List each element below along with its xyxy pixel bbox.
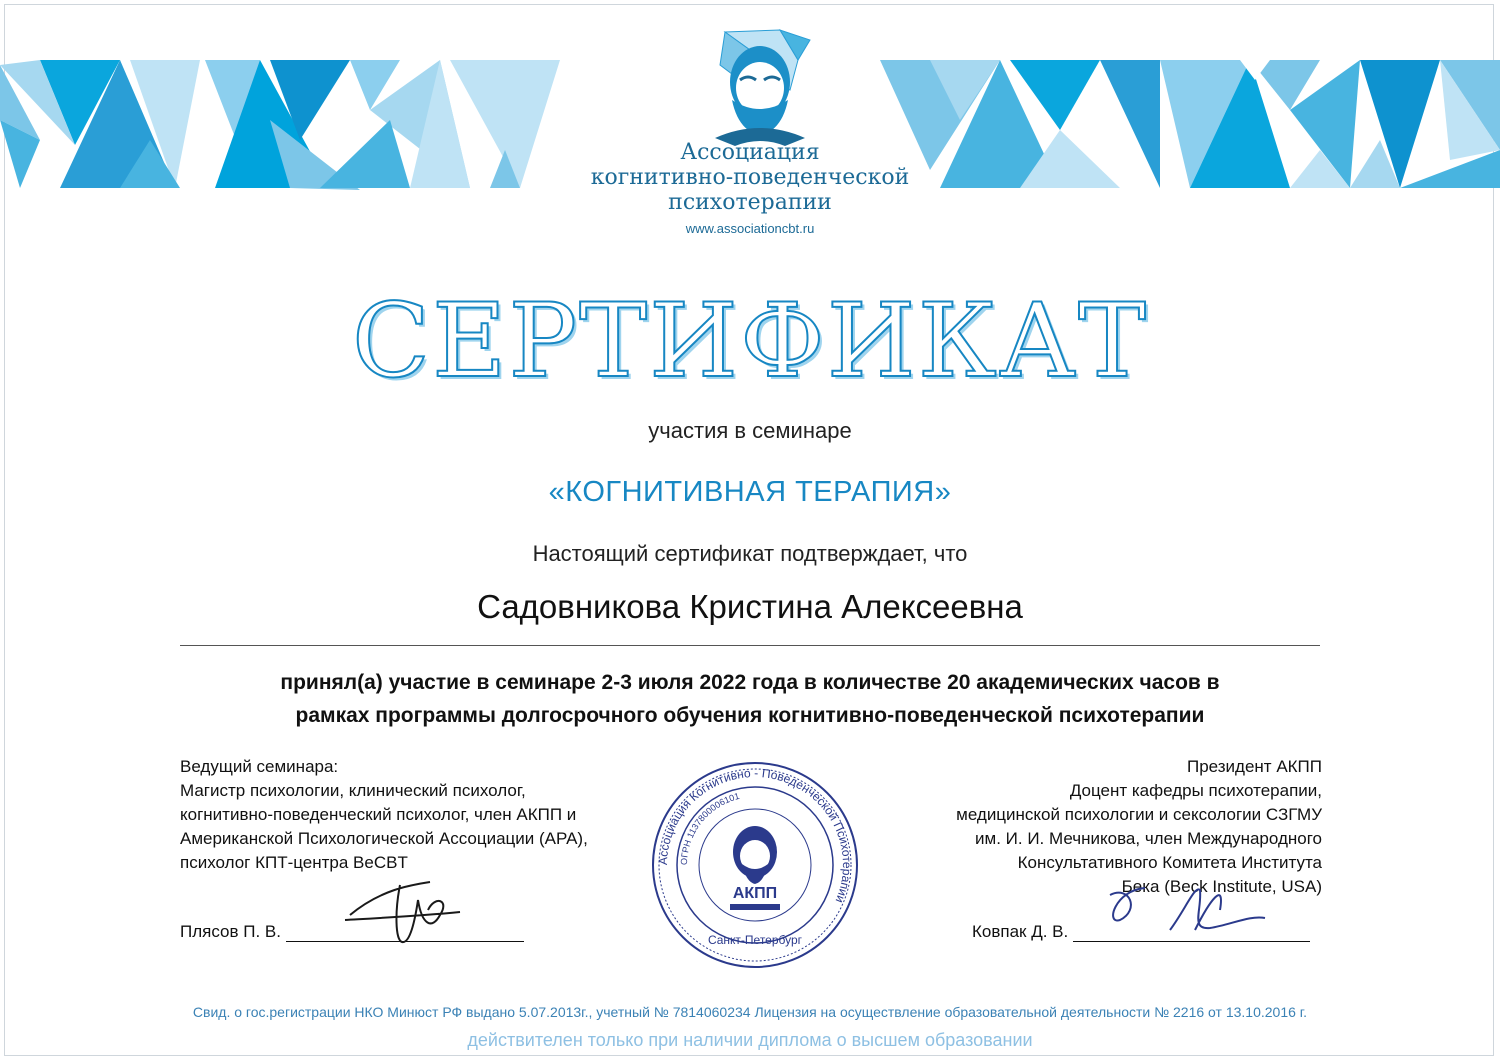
name-underline [180,645,1320,646]
org-name-line: психотерапии [668,190,832,215]
right-signatory-name: Ковпак Д. В. [972,922,1069,941]
credential-line: Ведущий семинара: [180,757,339,776]
credential-line: психолог КПТ-центра BeCBT [180,853,408,872]
credential-line: Консультативного Комитета Института [1017,853,1322,872]
org-name-line: Ассоциация [680,140,820,165]
recipient-name: Садовникова Кристина Алексеевна [477,588,1023,625]
official-stamp-icon [650,760,860,970]
stamp-center-text: АКПП [732,885,778,902]
left-handwritten-signature [340,870,470,950]
stamp-city-text: Санкт-Петербург [707,933,803,947]
credential-line: Магистр психологии, клинический психолог, [180,781,526,800]
participation-text-line: принял(а) участие в семинаре 2-3 июля 2022 года в количестве 20 академических часов в [280,671,1220,694]
credential-line: Президент АКПП [1187,757,1322,776]
right-handwritten-signature [1100,870,1270,950]
organization-name [540,140,960,215]
registration-footer: Свид. о гос.регистрации НКО Минюст РФ выдано 5.07.2013г., учетный № 7814060234 Лицензия на осуществление образовательной деятельности № 2216 от 13.10.2016 г. [192,1004,1308,1020]
certificate-subtitle: участия в семинаре [648,418,852,443]
credential-line: Бека (Beck Institute, USA) [1121,877,1322,896]
organization-url[interactable]: www.associationcbt.ru [685,221,815,236]
credential-line: Американской Психологической Ассоциации (APA), [180,829,588,848]
seminar-name: «КОГНИТИВНАЯ ТЕРАПИЯ» [548,476,952,508]
stamp-ogrn-text: ОГРН 1137800006101 [678,790,741,866]
left-signatory-credentials [180,755,650,875]
credential-line: когнитивно-поведенческий психолог, член АКПП и [180,805,577,824]
confirm-text: Настоящий сертификат подтверждает, что [532,541,968,566]
credential-line: медицинской психологии и сексологии СЗГМУ [956,805,1322,824]
credential-line: Доцент кафедры психотерапии, [1069,781,1322,800]
validity-footer: действителен только при наличии диплома о высшем образовании [467,1030,1033,1050]
stamp-outer-text: Ассоциация Когнитивно - Поведенческой Психотерапии [655,765,855,905]
org-name-line: когнитивно-поведенческой [590,165,910,190]
left-signatory-name: Плясов П. В. [180,922,281,941]
participation-text-line: рамках программы долгосрочного обучения когнитивно-поведенческой психотерапии [295,704,1205,727]
credential-line: им. И. И. Мечникова, член Международного [975,829,1322,848]
certificate-title: СЕРТИФИКАТ [352,282,1148,401]
